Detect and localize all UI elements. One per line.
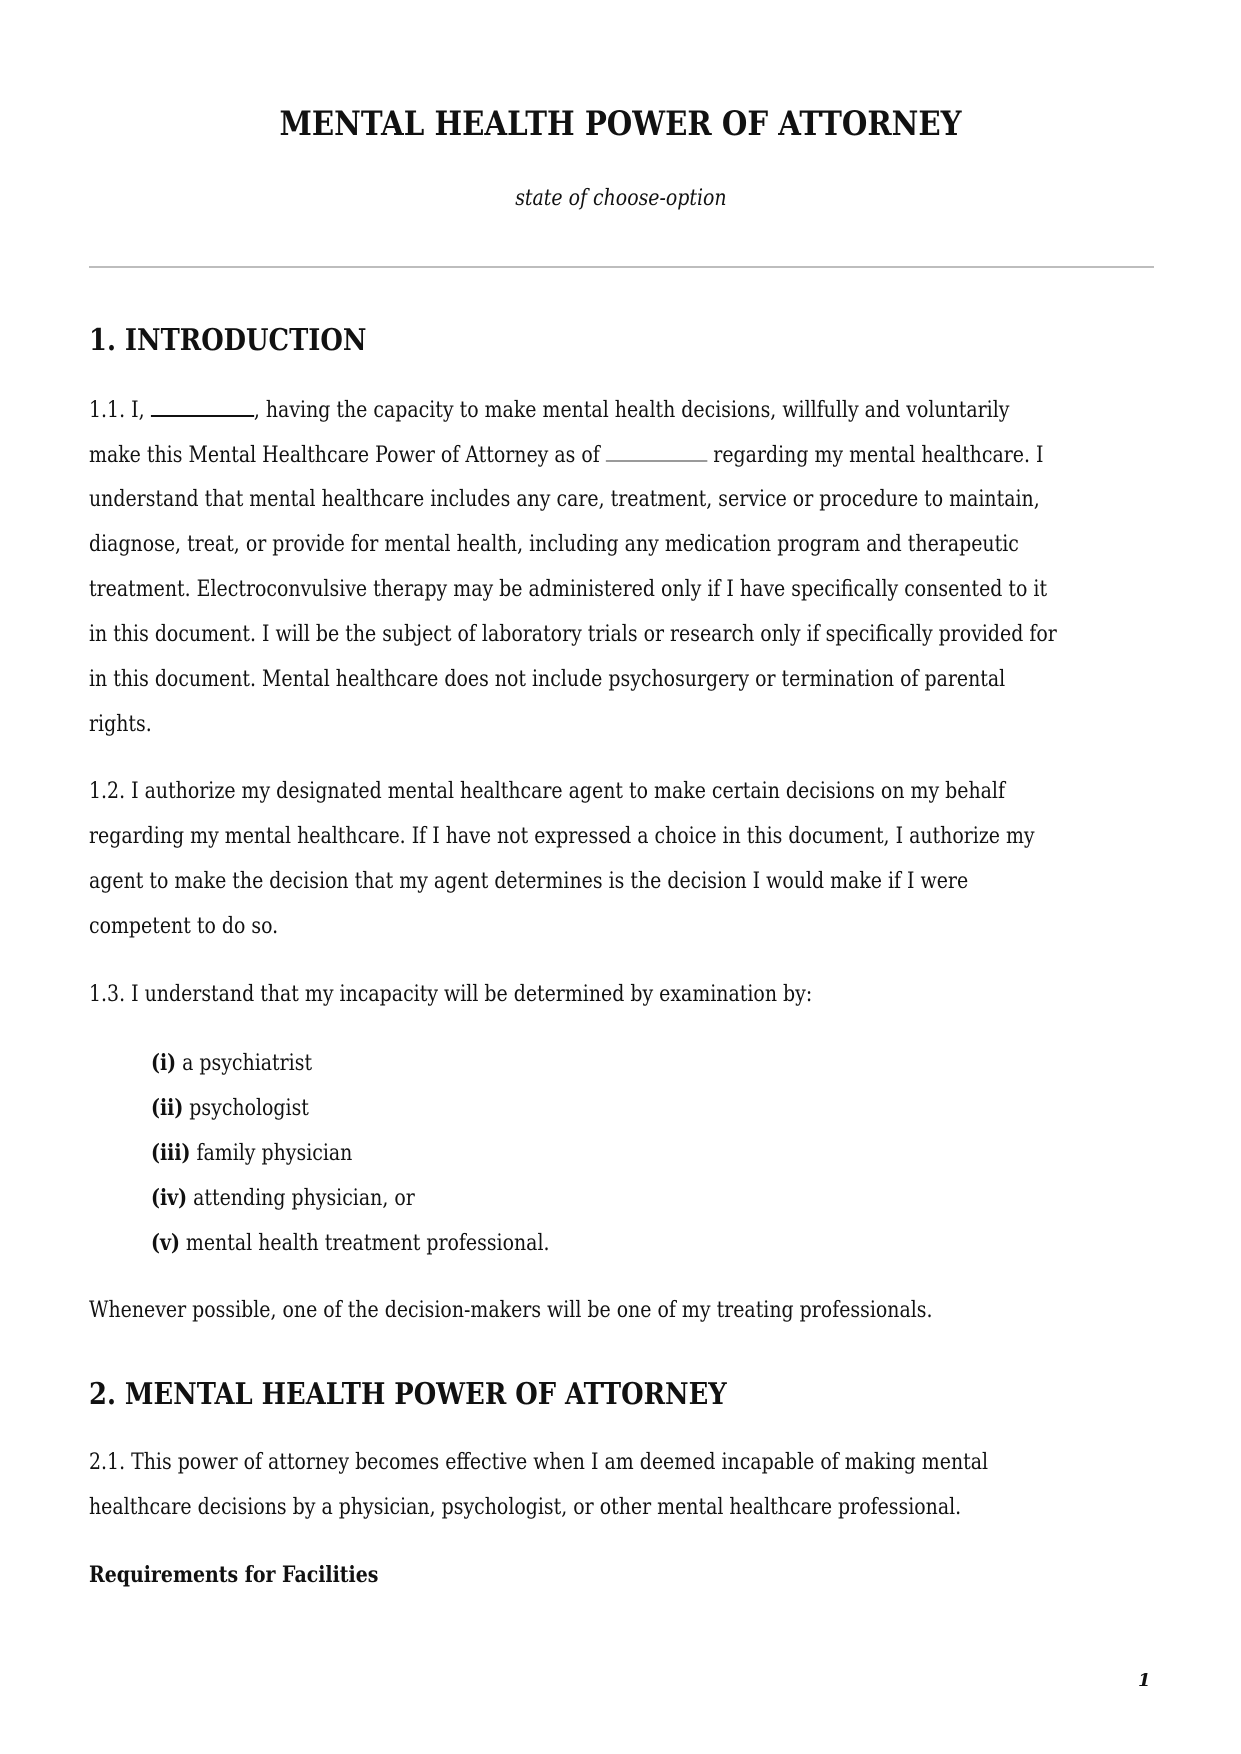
document-subtitle: state of choose-option: [514, 186, 727, 211]
paragraph-1-1-line: understand that mental healthcare includes any care, treatment, service or procedure to maintain,: [89, 487, 1040, 512]
paragraph-1-2-line: 1.2. I authorize my designated mental healthcare agent to make certain decisions on my behalf: [89, 779, 1005, 804]
page-number: 1: [1138, 1670, 1151, 1691]
paragraph-1-2-line: regarding my mental healthcare. If I have not expressed a choice in this document, I authorize my: [89, 824, 1035, 849]
examiner-list-item: (ii) psychologist: [151, 1095, 309, 1121]
paragraph-1-1-line: in this document. Mental healthcare does not include psychosurgery or termination of parental: [89, 667, 1006, 692]
paragraph-2-1-line: healthcare decisions by a physician, psychologist, or other mental healthcare professional.: [89, 1495, 962, 1520]
paragraph-1-1-line: rights.: [89, 712, 152, 737]
paragraph-1-2-line: competent to do so.: [89, 914, 279, 939]
name-blank-field[interactable]: [151, 397, 254, 417]
requirements-subheading: Requirements for Facilities: [89, 1562, 379, 1588]
paragraph-1-1-line: make this Mental Healthcare Power of Attorney as of regarding my mental healthcare. I: [89, 443, 1044, 468]
paragraph-2-1-line: 2.1. This power of attorney becomes effective when I am deemed incapable of making mental: [89, 1450, 989, 1475]
section-2-heading: 2. MENTAL HEALTH POWER OF ATTORNEY: [89, 1377, 727, 1412]
examiner-list-item: (iv) attending physician, or: [151, 1185, 415, 1211]
paragraph-1-3: 1.3. I understand that my incapacity will be determined by examination by:: [89, 982, 813, 1007]
examiner-list-item: (v) mental health treatment professional.: [151, 1230, 550, 1256]
paragraph-1-1-line: 1.1. I, , having the capacity to make mental health decisions, willfully and voluntarily: [89, 398, 1010, 423]
paragraph-1-1-line: diagnose, treat, or provide for mental health, including any medication program and therapeutic: [89, 532, 1019, 557]
title-divider: [89, 266, 1154, 268]
closing-statement: Whenever possible, one of the decision-makers will be one of my treating professionals.: [89, 1298, 933, 1323]
document-title: MENTAL HEALTH POWER OF ATTORNEY: [279, 104, 962, 144]
paragraph-1-1-line: in this document. I will be the subject of laboratory trials or research only if specifically provided for: [89, 622, 1057, 647]
examiner-list-item: (i) a psychiatrist: [151, 1050, 313, 1076]
examiner-list-item: (iii) family physician: [151, 1140, 353, 1166]
paragraph-1-2-line: agent to make the decision that my agent determines is the decision I would make if I were: [89, 869, 969, 894]
date-blank-field[interactable]: [606, 442, 707, 462]
section-1-heading: 1. INTRODUCTION: [89, 323, 367, 358]
paragraph-1-1-line: treatment. Electroconvulsive therapy may be administered only if I have specifically consented to it: [89, 577, 1048, 602]
